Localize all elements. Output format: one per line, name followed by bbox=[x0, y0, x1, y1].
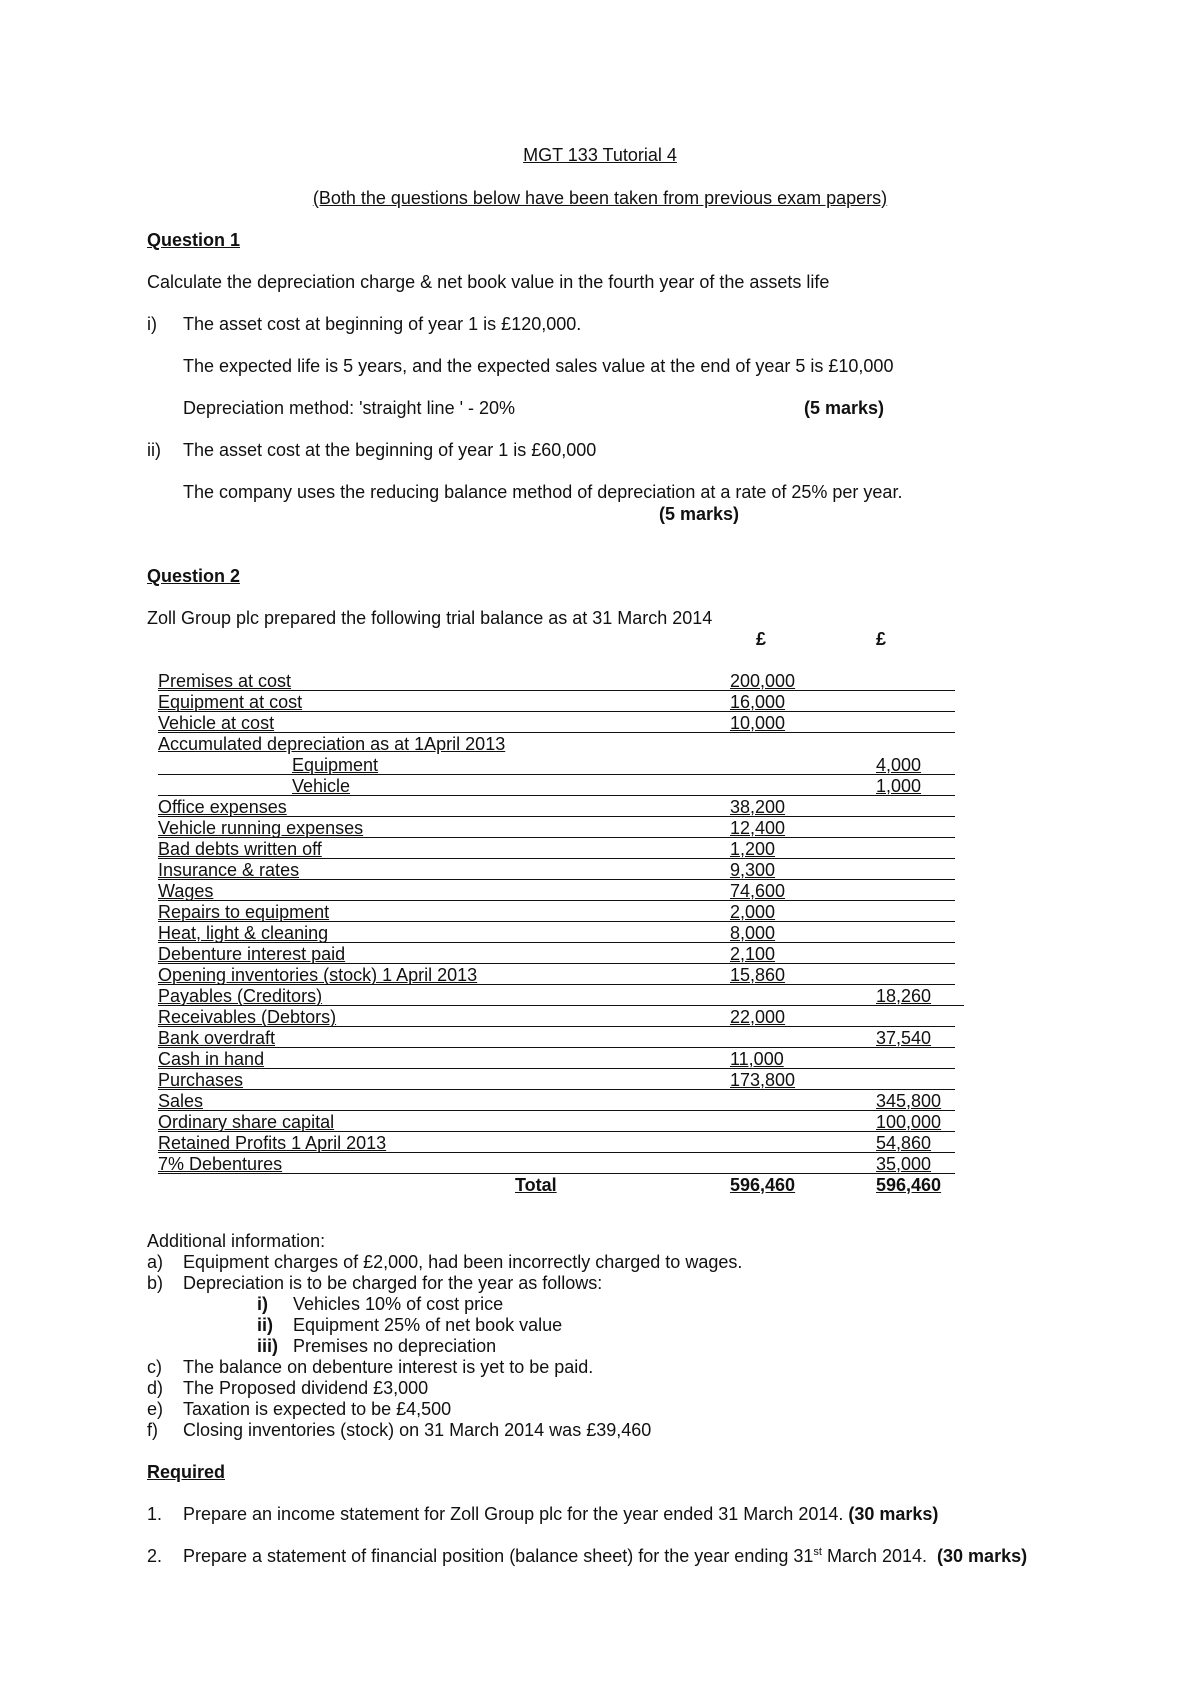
additional-info-heading: Additional information: bbox=[147, 1231, 326, 1251]
q1-part-i-marks: (5 marks) bbox=[804, 398, 885, 418]
table-row: Wages 74,600 bbox=[158, 879, 955, 901]
table-row: Heat, light & cleaning 8,000 bbox=[158, 921, 955, 943]
question-2-heading: Question 2 bbox=[147, 566, 241, 586]
question-1-heading: Question 1 bbox=[147, 230, 241, 250]
currency-debit-header: £ bbox=[756, 629, 767, 649]
page-subtitle: (Both the questions below have been taken from previous exam papers) bbox=[312, 188, 888, 208]
required-2-text-end: March 2014. bbox=[821, 1546, 928, 1566]
additional-label: e) bbox=[147, 1399, 164, 1419]
table-row: Opening inventories (stock) 1 April 2013 15,860 bbox=[158, 963, 955, 985]
question-1-intro: Calculate the depreciation charge & net book value in the fourth year of the assets life bbox=[147, 272, 830, 292]
depreciation-text: Vehicles 10% of cost price bbox=[293, 1294, 504, 1314]
additional-text: Closing inventories (stock) on 31 March 2014 was £39,460 bbox=[183, 1420, 652, 1440]
table-row: Receivables (Debtors) 22,000 bbox=[158, 1005, 955, 1027]
additional-text: Depreciation is to be charged for the year as follows: bbox=[183, 1273, 603, 1293]
required-1-text: Prepare an income statement for Zoll Group plc for the year ended 31 March 2014. bbox=[183, 1504, 844, 1524]
q1-part-ii-line1: The asset cost at the beginning of year 1 is £60,000 bbox=[183, 440, 597, 460]
additional-label: c) bbox=[147, 1357, 162, 1377]
required-1-marks: (30 marks) bbox=[848, 1504, 939, 1524]
table-row: Vehicle 1,000 bbox=[158, 774, 955, 796]
table-row: Insurance & rates 9,300 bbox=[158, 858, 955, 880]
table-row: Premises at cost 200,000 bbox=[158, 669, 955, 691]
required-2-text: Prepare a statement of financial position (balance sheet) for the year ending 31 bbox=[183, 1546, 814, 1566]
table-row: Bank overdraft 37,540 bbox=[158, 1026, 955, 1048]
required-heading: Required bbox=[147, 1462, 226, 1482]
q1-part-ii-label: ii) bbox=[147, 440, 161, 460]
table-row: Sales 345,800 bbox=[158, 1089, 955, 1111]
table-row: Vehicle running expenses 12,400 bbox=[158, 816, 955, 838]
table-row: Debenture interest paid 2,100 bbox=[158, 942, 955, 964]
q1-part-ii-marks: (5 marks) bbox=[659, 504, 740, 524]
question-2-intro: Zoll Group plc prepared the following trial balance as at 31 March 2014 bbox=[147, 608, 713, 628]
table-row: Bad debts written off 1,200 bbox=[158, 837, 955, 859]
depreciation-label: ii) bbox=[257, 1315, 273, 1335]
table-row: Cash in hand 11,000 bbox=[158, 1047, 955, 1069]
q1-part-i-line2: The expected life is 5 years, and the expected sales value at the end of year 5 is £10,000 bbox=[183, 356, 894, 376]
additional-label: a) bbox=[147, 1252, 164, 1272]
depreciation-label: iii) bbox=[257, 1336, 278, 1356]
q1-part-i-label: i) bbox=[147, 314, 157, 334]
additional-text: The balance on debenture interest is yet to be paid. bbox=[183, 1357, 594, 1377]
table-row: Retained Profits 1 April 2013 54,860 bbox=[158, 1131, 955, 1153]
q1-part-i-line1: The asset cost at beginning of year 1 is £120,000. bbox=[183, 314, 582, 334]
table-row: Equipment 4,000 bbox=[158, 753, 955, 775]
required-1-label: 1. bbox=[147, 1504, 163, 1524]
depreciation-text: Equipment 25% of net book value bbox=[293, 1315, 563, 1335]
required-1 bbox=[183, 1505, 938, 1523]
q1-part-ii-line2: The company uses the reducing balance method of depreciation at a rate of 25% per year. bbox=[183, 482, 903, 502]
additional-label: b) bbox=[147, 1273, 164, 1293]
required-2-label: 2. bbox=[147, 1546, 163, 1566]
table-total-row: Total 596,460 596,460 bbox=[515, 1175, 942, 1195]
table-row: Equipment at cost 16,000 bbox=[158, 690, 955, 712]
table-row: Office expenses 38,200 bbox=[158, 795, 955, 817]
table-row: Accumulated depreciation as at 1April 2013 bbox=[158, 734, 506, 754]
table-row: Payables (Creditors) 18,260 bbox=[158, 984, 964, 1006]
required-2-ordinal: st bbox=[813, 1546, 822, 1558]
additional-label: f) bbox=[147, 1420, 158, 1440]
additional-text: Taxation is expected to be £4,500 bbox=[183, 1399, 452, 1419]
required-2 bbox=[183, 1547, 1027, 1565]
currency-credit-header: £ bbox=[876, 629, 887, 649]
additional-text: Equipment charges of £2,000, had been incorrectly charged to wages. bbox=[183, 1252, 743, 1272]
required-2-marks: (30 marks) bbox=[937, 1546, 1028, 1566]
table-row: Ordinary share capital 100,000 bbox=[158, 1110, 955, 1132]
table-row: Vehicle at cost 10,000 bbox=[158, 711, 955, 733]
additional-text: The Proposed dividend £3,000 bbox=[183, 1378, 429, 1398]
table-row: 7% Debentures 35,000 bbox=[158, 1152, 955, 1174]
page-title: MGT 133 Tutorial 4 bbox=[523, 145, 677, 165]
depreciation-text: Premises no depreciation bbox=[293, 1336, 497, 1356]
q1-part-i-line3: Depreciation method: 'straight line ' - 20% bbox=[183, 398, 516, 418]
depreciation-label: i) bbox=[257, 1294, 268, 1314]
additional-label: d) bbox=[147, 1378, 164, 1398]
table-row: Purchases 173,800 bbox=[158, 1068, 955, 1090]
table-row: Repairs to equipment 2,000 bbox=[158, 900, 955, 922]
